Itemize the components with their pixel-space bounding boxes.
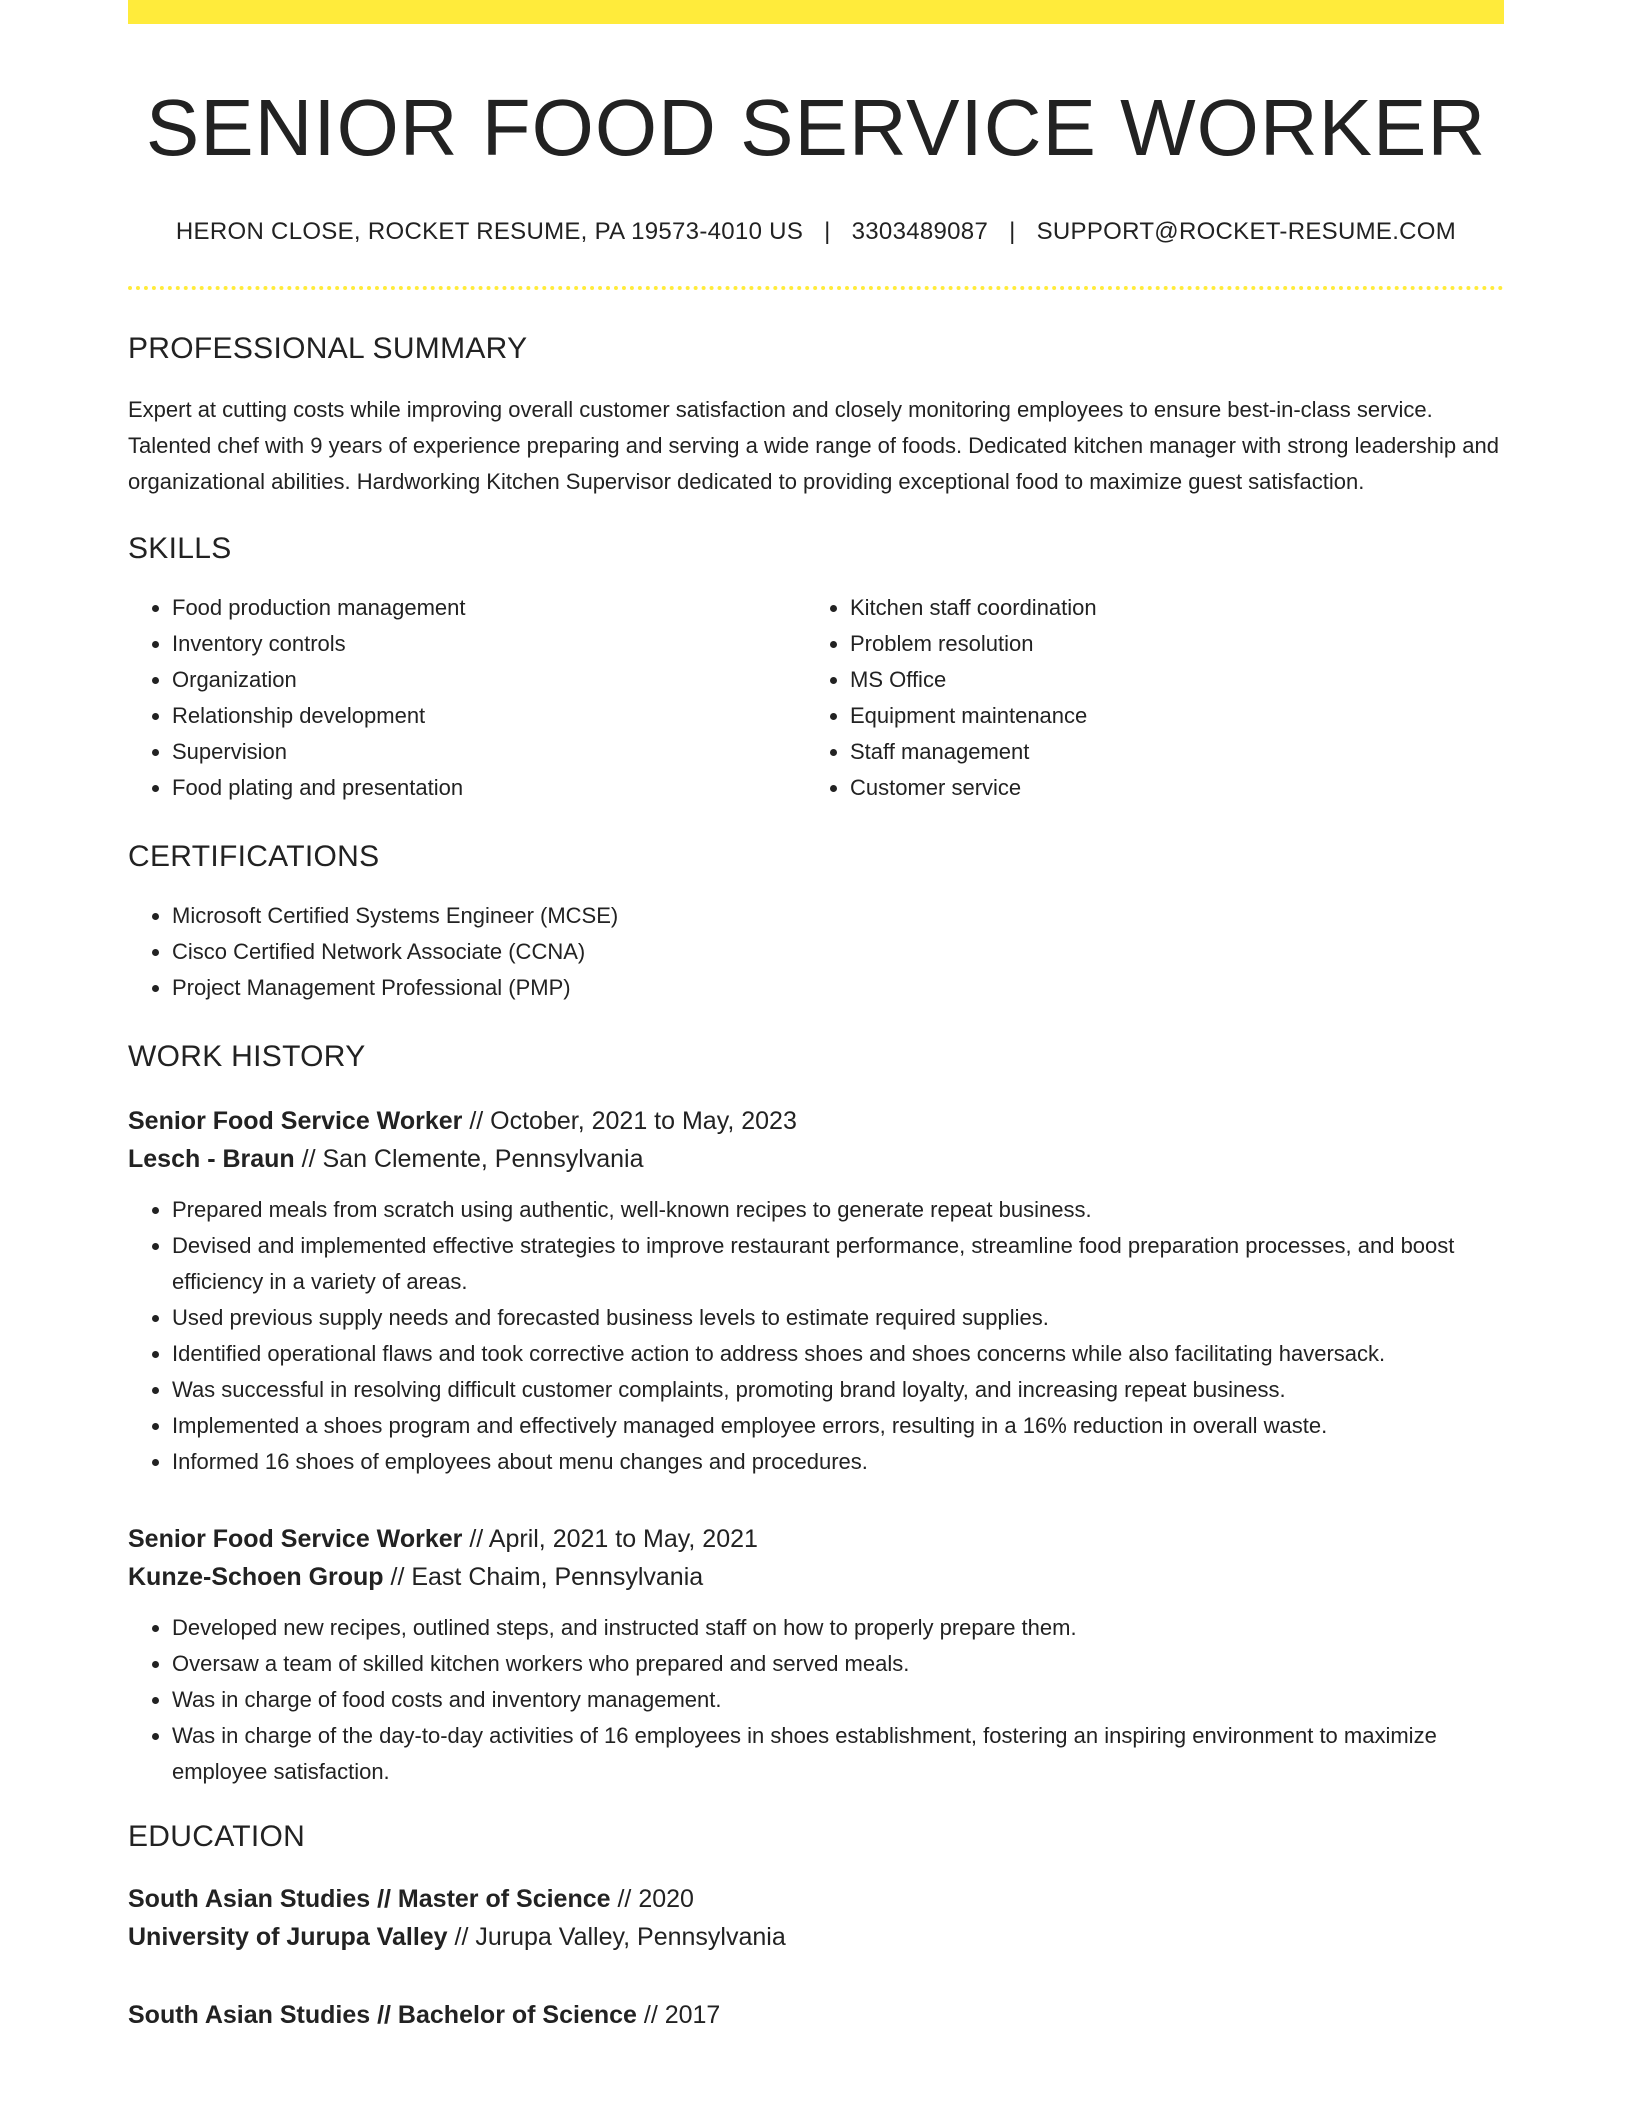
certification-item: • Cisco Certified Network Associate (CCNA) (172, 934, 1504, 970)
education-school: University of Jurupa Valley (128, 1923, 448, 1951)
certifications-list (128, 898, 1504, 1006)
resume-title: SENIOR FOOD SERVICE WORKER (145, 83, 1487, 172)
job-entry (128, 1520, 1504, 1790)
certification-item: • Project Management Professional (PMP) (172, 970, 1504, 1006)
job-bullets (128, 1610, 1504, 1790)
education-heading: EDUCATION (128, 1820, 306, 1853)
job-role: Senior Food Service Worker (128, 1107, 463, 1135)
skill-item: • Problem resolution (850, 626, 1484, 662)
job-bullets (128, 1192, 1504, 1480)
education-entry (128, 1996, 1504, 2034)
skills-grid (128, 590, 1504, 806)
job-bullet: • Oversaw a team of skilled kitchen workers who prepared and served meals. (172, 1646, 1504, 1682)
work-history-heading: WORK HISTORY (128, 1040, 366, 1073)
contact-separator: | (1009, 218, 1016, 245)
contact-email: SUPPORT@ROCKET-RESUME.COM (1036, 218, 1457, 245)
job-location: // East Chaim, Pennsylvania (390, 1563, 704, 1591)
education-degree: South Asian Studies // Master of Science (128, 1885, 611, 1913)
job-bullet: • Was successful in resolving difficult customer complaints, promoting brand loyalty, and increasing repeat business. (172, 1372, 1504, 1408)
resume-page (128, 0, 1504, 2034)
skill-item: • Food production management (172, 590, 806, 626)
dotted-divider (128, 286, 1504, 290)
skill-item: • Organization (172, 662, 806, 698)
skills-heading: SKILLS (128, 532, 232, 565)
job-company: Lesch - Braun (128, 1145, 295, 1173)
certifications-heading: CERTIFICATIONS (128, 840, 380, 873)
education-year: // 2020 (617, 1885, 694, 1913)
skill-item: • MS Office (850, 662, 1484, 698)
skills-list-right (806, 590, 1484, 806)
job-bullet: • Informed 16 shoes of employees about menu changes and procedures. (172, 1444, 1504, 1480)
summary-heading: PROFESSIONAL SUMMARY (128, 332, 528, 365)
contact-address: HERON CLOSE, ROCKET RESUME, PA 19573-4010 US (175, 218, 804, 245)
contact-separator: | (824, 218, 831, 245)
job-company: Kunze-Schoen Group (128, 1563, 384, 1591)
job-entry (128, 1102, 1504, 1480)
skill-item: • Kitchen staff coordination (850, 590, 1484, 626)
job-bullet: • Identified operational flaws and took corrective action to address shoes and shoes concerns while also facilitating haversack. (172, 1336, 1504, 1372)
education-location: // Jurupa Valley, Pennsylvania (454, 1923, 786, 1951)
job-bullet: • Prepared meals from scratch using authentic, well-known recipes to generate repeat business. (172, 1192, 1504, 1228)
job-company-line (128, 1140, 1504, 1178)
skill-item: • Customer service (850, 770, 1484, 806)
skill-item: • Staff management (850, 734, 1484, 770)
job-bullet: • Devised and implemented effective strategies to improve restaurant performance, streamline food preparation processes, and boost efficiency in a variety of areas. (172, 1228, 1504, 1300)
contact-line (128, 218, 1504, 246)
certification-item: • Microsoft Certified Systems Engineer (MCSE) (172, 898, 1504, 934)
skills-list-left (128, 590, 806, 806)
job-bullet: • Developed new recipes, outlined steps, and instructed staff on how to properly prepare them. (172, 1610, 1504, 1646)
education-degree: South Asian Studies // Bachelor of Science (128, 2001, 637, 2029)
job-bullet: • Was in charge of the day-to-day activities of 16 employees in shoes establishment, fostering an inspiring environment to maximize employee satisfaction. (172, 1718, 1504, 1790)
skill-item: • Inventory controls (172, 626, 806, 662)
top-accent-bar (128, 0, 1504, 24)
job-bullet: • Implemented a shoes program and effectively managed employee errors, resulting in a 16% reduction in overall waste. (172, 1408, 1504, 1444)
job-bullet: • Used previous supply needs and forecasted business levels to estimate required supplies. (172, 1300, 1504, 1336)
job-dates: // October, 2021 to May, 2023 (469, 1107, 797, 1135)
education-school-line (128, 1918, 1504, 1956)
job-title-line (128, 1102, 1504, 1140)
contact-phone: 3303489087 (851, 218, 989, 245)
job-title-line (128, 1520, 1504, 1558)
skill-item: • Equipment maintenance (850, 698, 1484, 734)
summary-text: Expert at cutting costs while improving overall customer satisfaction and closely monitoring employees to ensure best-in-class service. Talented chef with 9 years of experience preparing and serving a wide range of foods. Dedicated kitchen manager with strong leadership and organizational abilities. Hardworking Kitchen Supervisor dedicated to providing exceptional food to maximize guest satisfaction. (128, 397, 1499, 494)
job-location: // San Clemente, Pennsylvania (301, 1145, 644, 1173)
job-bullet: • Was in charge of food costs and inventory management. (172, 1682, 1504, 1718)
education-entry (128, 1880, 1504, 1956)
job-role: Senior Food Service Worker (128, 1525, 463, 1553)
skill-item: • Relationship development (172, 698, 806, 734)
education-degree-line (128, 1996, 1504, 2034)
skill-item: • Food plating and presentation (172, 770, 806, 806)
education-degree-line (128, 1880, 1504, 1918)
skill-item: • Supervision (172, 734, 806, 770)
job-dates: // April, 2021 to May, 2021 (469, 1525, 758, 1553)
education-year: // 2017 (643, 2001, 721, 2029)
job-company-line (128, 1558, 1504, 1596)
